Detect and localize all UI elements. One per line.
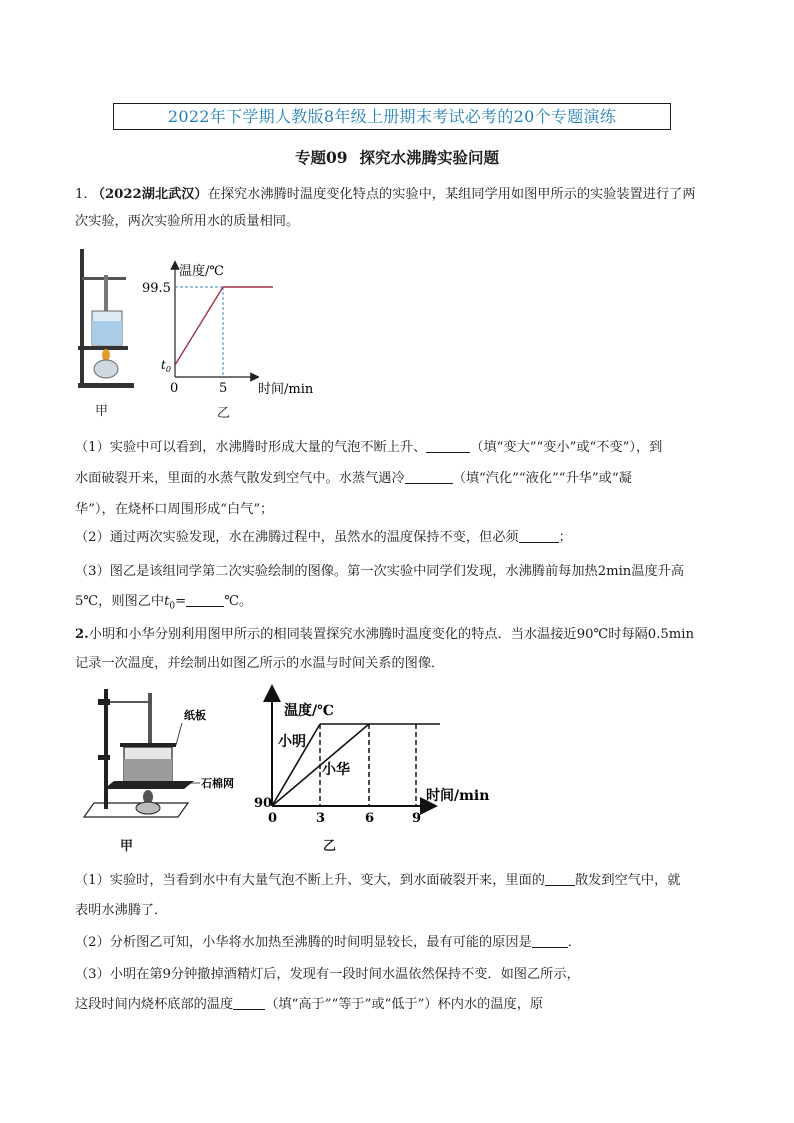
q1-sub1-b: （填“变大”“变小”或“不变”），到	[470, 440, 663, 455]
q1-sub1-e: 华”），在烧杯口周围形成“白气”；	[75, 502, 274, 517]
q2-water	[124, 759, 172, 783]
q1-sub3	[75, 557, 735, 622]
q1-sub1-a: （1）实验中可以看到，水沸腾时形成大量的气泡不断上升、	[75, 440, 427, 455]
q2-line1-label: 小明	[278, 734, 306, 750]
q2-x-axis-label: 时间/min	[426, 788, 490, 804]
q1-water	[92, 321, 122, 345]
q2-sub2-b: ．	[567, 935, 581, 950]
q2-apparatus-figure	[78, 685, 268, 825]
q1-x-axis-label: 时间/min	[258, 382, 314, 397]
q1-number: 1.	[75, 187, 88, 202]
q1-temperature-graph	[142, 255, 335, 405]
q1-y-origin-label: $t_0$	[161, 358, 171, 374]
q1-sub3-eq: =	[175, 594, 187, 609]
q1-sub2-b: ；	[558, 530, 572, 545]
q2-sub1-b: 散发到空气中，就	[574, 873, 681, 888]
q1-stem-line1: 在探究水沸腾时温度变化特点的实验中，某组同学用如图甲所示的实验装置进行了两	[207, 187, 696, 202]
q1-y-axis-label: 温度/℃	[179, 264, 224, 279]
q2-stem	[75, 620, 735, 678]
q2-sub1-a: （1）实验时，当看到水中有大量气泡不断上升、变大，到水面破裂开来，里面的	[75, 873, 545, 888]
q1-blank-4[interactable]	[186, 592, 224, 607]
q1-sub1-d: （填“汽化”“液化”“升华”或“凝	[452, 471, 632, 486]
q1-sub3-sub: 0	[169, 601, 176, 612]
q1-y-tick: 99.5	[142, 281, 171, 296]
q2-y-axis-label: 温度/℃	[284, 703, 334, 719]
q1-sub2	[75, 524, 735, 551]
header-title: 2022年下学期人教版8年级上册期末考试必考的20个专题演练	[113, 103, 671, 130]
q1-blank-1[interactable]	[426, 438, 470, 453]
q2-blank-1[interactable]	[545, 871, 575, 886]
q2-fig-left-caption: 甲	[120, 839, 134, 854]
q2-asbestos-net	[104, 781, 194, 789]
q1-fig-left-caption: 甲	[95, 404, 109, 419]
q2-label-asbestos: 石棉网	[201, 777, 234, 790]
q2-fig-right-caption: 乙	[323, 839, 337, 854]
q1-blank-2[interactable]	[405, 469, 453, 484]
q1-sub3-a: （3）图乙是该组同学第二次实验绘制的图像。第一次实验中同学们发现，水沸腾前每加热2min温度升高	[75, 564, 685, 579]
topic-title	[0, 146, 794, 168]
q2-sub3-a: （3）小明在第9分钟撤掉酒精灯后，发现有一段时间水温依然保持不变．如图乙所示，	[75, 967, 580, 982]
q2-sub1	[75, 866, 735, 926]
q2-stand-rod	[104, 689, 108, 809]
q2-stem-line1: 小明和小华分别利用图甲所示的相同装置探究水沸腾时温度变化的特点．当水温接近90℃时每隔0.5min	[88, 627, 694, 642]
q2-sub2-a: （2）分析图乙可知，小华将水加热至沸腾的时间明显较长，最有可能的原因是	[75, 935, 532, 950]
q2-x-tick-3: 3	[316, 811, 326, 826]
topic-number: 专题09	[294, 148, 348, 167]
q2-number: 2.	[75, 627, 89, 642]
q2-x-tick-9: 9	[412, 811, 422, 826]
q2-x-tick-0: 0	[268, 811, 278, 826]
q1-apparatus-figure	[70, 245, 140, 395]
q2-stand-base	[84, 803, 188, 817]
q2-stem-line2: 记录一次温度，并绘制出如图乙所示的水温与时间关系的图像．	[75, 656, 445, 671]
q2-cardboard	[120, 743, 176, 747]
q1-stem	[75, 181, 735, 235]
q2-label-pointer-1	[176, 723, 182, 745]
q2-alcohol-lamp	[136, 802, 160, 814]
q1-alcohol-lamp	[94, 360, 118, 378]
q1-flame	[102, 349, 110, 361]
q1-sub3-c: ℃。	[224, 594, 253, 609]
q1-heating-line	[175, 287, 223, 365]
q1-sub3-var: t	[164, 594, 170, 609]
q1-sub2-a: （2）通过两次实验发现，水在沸腾过程中，虽然水的温度保持不变，但必须	[75, 530, 519, 545]
q2-label-cardboard: 纸板	[184, 709, 206, 722]
topic-name: 探究水沸腾实验问题	[359, 148, 500, 167]
q2-sub3-b: 这段时间内烧杯底部的温度	[75, 997, 234, 1012]
q1-x-origin: 0	[170, 381, 179, 396]
q1-sub1-c: 水面破裂开来，里面的水蒸气散发到空气中。水蒸气遇冷	[75, 471, 405, 486]
q1-source: （2022湖北武汉）	[91, 187, 208, 202]
q1-wire-gauze	[78, 346, 128, 350]
q1-sub1	[75, 432, 735, 525]
q2-y-origin: 90	[254, 796, 273, 811]
q2-blank-3[interactable]	[233, 995, 265, 1010]
q2-lower-clamp	[98, 755, 110, 760]
q2-line2-label: 小华	[322, 762, 350, 778]
q1-x-tick: 5	[219, 381, 228, 396]
q2-sub1-c: 表明水沸腾了．	[75, 903, 168, 918]
q1-fig-right-caption: 乙	[217, 406, 231, 421]
q2-blank-2[interactable]	[532, 933, 568, 948]
q1-sub3-b: 5℃，则图乙中	[75, 594, 165, 609]
q1-blank-3[interactable]	[519, 528, 559, 543]
q2-sub2	[75, 929, 735, 956]
q1-stem-line2: 次实验，两次实验所用水的质量相同。	[75, 214, 300, 229]
q1-stand-rod	[80, 249, 84, 385]
q1-stand-base	[78, 383, 134, 388]
q2-x-tick-6: 6	[365, 811, 375, 826]
q2-sub3-c: （填“高于”“等于”或“低于”）杯内水的温度，原	[265, 997, 544, 1012]
q2-sub3	[75, 960, 735, 1020]
q2-temperature-graph	[250, 688, 510, 828]
